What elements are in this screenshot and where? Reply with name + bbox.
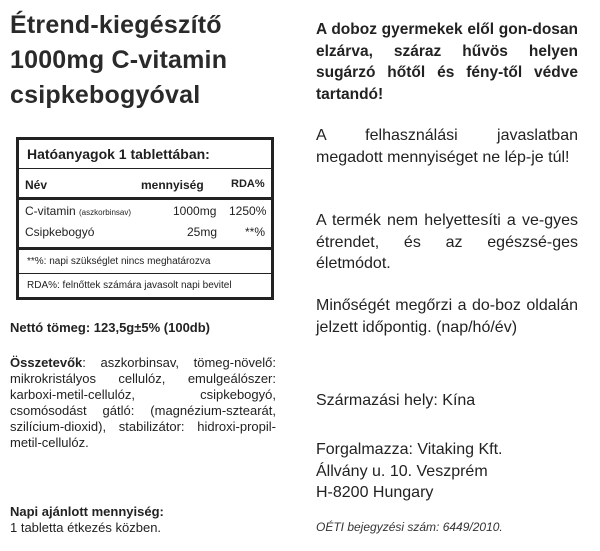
ingredients-text: : aszkorbinsav, tömeg-növelő: mikrokristályos cellulóz, emulgeálószer: karboxi-metil-cellulóz, csipkebogyó, csomósodást gátló: (magnézium-sztearát, szilícium-dioxid), stabilizátor: hidroxi-propil-metil-cellulóz. [10, 355, 276, 450]
table-footer-divider [19, 247, 271, 250]
row-name: C-vitamin (aszkorbinsav) [25, 204, 132, 218]
product-title [10, 8, 290, 113]
footnote-rda-missing: **%: napi szükséglet nincs meghatározva [27, 256, 211, 267]
registry-number: OÉTI bejegyzési szám: 6449/2010. [316, 520, 503, 534]
column-header-name: Név [25, 178, 48, 192]
row-amount: 1000mg [173, 204, 217, 218]
footnote-divider [19, 273, 271, 274]
dosage [10, 504, 276, 536]
column-header-amount: mennyiség [141, 178, 204, 192]
active-ingredients-table [16, 137, 274, 300]
net-weight: Nettó tömeg: 123,5g±5% (100db) [10, 320, 211, 335]
row-rda: 1250% [229, 204, 267, 218]
dosage-label: Napi ajánlott mennyiség: [10, 504, 164, 519]
distributor-postcode: H-8200 Hungary [316, 484, 434, 501]
column-header-rda: RDA% [231, 178, 265, 190]
product-title-line3: csipkebogyóval [10, 81, 201, 109]
table-divider [19, 168, 271, 169]
dose-warning: A felhasználási javaslatban megadott mennyiséget ne lép-je túl! [316, 127, 578, 166]
row-rda: **% [245, 225, 266, 239]
footnote-rda-definition: RDA%: felnőttek számára javasolt napi bevitel [27, 280, 232, 291]
diet-warning: A termék nem helyettesíti a ve-gyes étrendet, és az egészsé-ges életmódot. [316, 212, 578, 272]
origin: Származási hely: Kína [316, 392, 476, 409]
table-heading: Hatóanyagok 1 tablettában: [27, 146, 210, 162]
distributor-name: Forgalmazza: Vitaking Kft. [316, 441, 503, 458]
ingredients-label: Összetevők [10, 355, 83, 370]
product-title-line2: 1000mg C-vitamin [10, 46, 228, 74]
product-title-line1: Étrend-kiegészítő [10, 11, 222, 39]
distributor [316, 439, 578, 504]
row-name: Csipkebogyó [25, 225, 95, 239]
row-amount: 25mg [187, 225, 218, 239]
shelf-life: Minőségét megőrzi a do-boz oldalán jelzett időpontig. (nap/hó/év) [316, 297, 578, 336]
dosage-text: 1 tabletta étkezés közben. [10, 520, 162, 535]
ingredients [10, 355, 276, 451]
distributor-street: Állvány u. 10. Veszprém [316, 462, 488, 480]
table-header-divider [19, 197, 271, 200]
storage-instructions: A doboz gyermekek elől gon-dosan elzárva, száraz hűvös helyen sugárzó hőtől és fény-től védve tartandó! [316, 21, 578, 103]
